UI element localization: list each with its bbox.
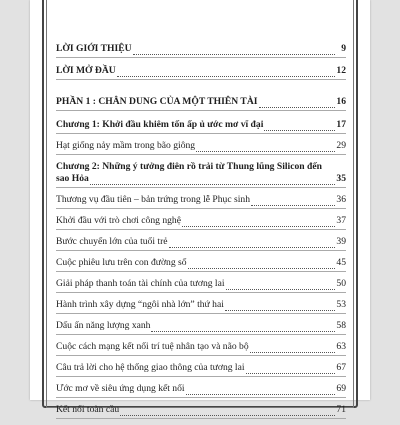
toc-entry-intro <box>56 43 346 55</box>
toc-entry-page: 58 <box>336 320 346 331</box>
toc-entry <box>56 257 346 269</box>
dot-leader <box>246 364 335 374</box>
toc-entry <box>56 404 346 416</box>
toc-entry-page: 16 <box>336 96 346 107</box>
book-page <box>30 0 370 415</box>
toc-entry-page: 45 <box>336 257 346 268</box>
dot-leader <box>151 322 335 332</box>
toc-entry <box>56 194 346 206</box>
dot-leader <box>264 121 335 131</box>
toc-entry-title: LỜI MỞ ĐẦU <box>56 65 116 76</box>
toc-entry-title: Chương 2: Những ý tưởng điên rồ trải từ Thung lũng Silicon đến <box>56 161 322 172</box>
toc-entry-page: 50 <box>336 278 346 289</box>
dot-leader <box>186 385 335 395</box>
dot-leader <box>196 142 335 152</box>
dot-leader <box>251 196 335 206</box>
toc-entry-page: 71 <box>336 404 346 415</box>
toc-entry-page: 39 <box>336 236 346 247</box>
toc-entry-title: Cuộc cách mạng kết nối trí tuệ nhân tạo và não bộ <box>56 341 249 352</box>
toc-entry-title: Dấu ấn năng lượng xanh <box>56 320 151 331</box>
dot-leader <box>90 175 336 185</box>
dot-leader <box>120 406 335 416</box>
toc-entry-page: 37 <box>336 215 346 226</box>
toc-entry-title: Cuộc phiêu lưu trên con đường số <box>56 257 187 268</box>
dot-leader <box>250 343 335 353</box>
dot-leader <box>188 259 335 269</box>
toc-entry-title: LỜI GIỚI THIỆU <box>56 43 132 54</box>
toc-entry <box>56 362 346 374</box>
toc-entry-page: 29 <box>336 140 346 151</box>
toc-entry <box>56 299 346 311</box>
toc-entry-title: Bước chuyển lớn của tuổi trẻ <box>56 236 168 247</box>
dot-leader <box>226 280 335 290</box>
toc-entry-title: Khởi đầu với trò chơi công nghệ <box>56 215 181 226</box>
toc-entry <box>56 215 346 227</box>
toc-entry-title: Hạt giống nảy mầm trong bão giông <box>56 140 196 151</box>
toc-entry-chapter2 <box>56 161 346 185</box>
toc-entry-page: 69 <box>336 383 346 394</box>
table-of-contents <box>56 43 346 425</box>
toc-entry-page: 12 <box>336 65 346 76</box>
toc-entry-part1 <box>56 96 346 108</box>
toc-entry-title: Giải pháp thanh toán tài chính của tương lai <box>56 278 225 289</box>
toc-entry <box>56 341 346 353</box>
toc-entry <box>56 320 346 332</box>
toc-entry-title: Kết nối toàn cầu <box>56 404 120 415</box>
toc-entry-title: Câu trả lời cho hệ thống giao thông của tương lai <box>56 362 245 373</box>
toc-entry-title: Ước mơ về siêu ứng dụng kết nối <box>56 383 185 394</box>
toc-entry-page: 35 <box>336 173 346 184</box>
dot-leader <box>259 98 336 108</box>
toc-entry-page: 53 <box>336 299 346 310</box>
toc-entry-title: PHẦN 1 : CHÂN DUNG CỦA MỘT THIÊN TÀI <box>56 96 258 107</box>
toc-entry-page: 36 <box>336 194 346 205</box>
dot-leader <box>225 301 335 311</box>
dot-leader <box>182 217 335 227</box>
toc-entry-page: 17 <box>336 119 346 130</box>
toc-entry-page: 67 <box>336 362 346 373</box>
dot-leader <box>133 45 335 55</box>
toc-entry-chapter1 <box>56 119 346 131</box>
toc-entry <box>56 383 346 395</box>
dot-leader <box>169 238 335 248</box>
toc-entry-title: Thương vụ đầu tiên – bản trứng trong lễ Phục sinh <box>56 194 250 205</box>
toc-entry-title-cont: sao Hỏa <box>56 173 89 184</box>
toc-entry-title: Chương 1: Khởi đầu khiêm tốn ấp ủ ước mơ vĩ đại <box>56 119 264 130</box>
toc-entry <box>56 236 346 248</box>
toc-entry <box>56 140 346 152</box>
toc-entry-preface <box>56 65 346 77</box>
toc-entry-page: 63 <box>336 341 346 352</box>
toc-entry <box>56 278 346 290</box>
dot-leader <box>117 67 335 77</box>
toc-entry-page: 9 <box>341 43 346 54</box>
toc-entry-title: Hành trình xây dựng “ngôi nhà lớn” thứ hai <box>56 299 224 310</box>
